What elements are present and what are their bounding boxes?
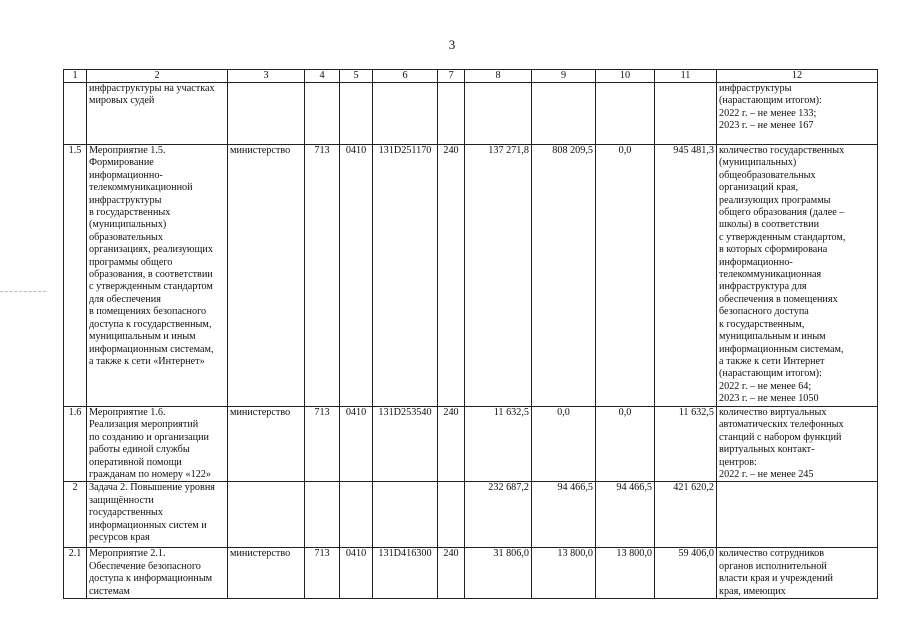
responsible-body: министерство (228, 548, 305, 599)
column-header: 1 (64, 70, 87, 83)
section-code: 0410 (340, 548, 373, 599)
amount-year-3: 0,0 (596, 407, 655, 482)
table-row (64, 83, 878, 145)
amount-year-2: 808 209,5 (532, 145, 596, 407)
amount-year-3: 94 466,5 (596, 482, 655, 548)
column-header: 4 (305, 70, 340, 83)
responsible-body: министерство (228, 407, 305, 482)
responsible-body: министерство (228, 145, 305, 407)
amount-year-1: 137 271,8 (465, 145, 532, 407)
amount-total: 11 632,5 (655, 407, 717, 482)
expected-result: количество виртуальных автоматических телефонных станций с набором функций виртуальных контакт- центров: 2022 г. – не менее 245 (717, 407, 878, 482)
section-code (340, 83, 373, 145)
expense-type-code: 240 (438, 407, 465, 482)
amount-year-2: 94 466,5 (532, 482, 596, 548)
responsible-body (228, 482, 305, 548)
table-row (64, 407, 878, 482)
amount-total: 59 406,0 (655, 548, 717, 599)
target-article-code (373, 482, 438, 548)
amount-year-1: 232 687,2 (465, 482, 532, 548)
row-number: 1.5 (64, 145, 87, 407)
amount-year-1 (465, 83, 532, 145)
target-article-code: 131D253540 (373, 407, 438, 482)
row-number: 1.6 (64, 407, 87, 482)
section-code: 0410 (340, 407, 373, 482)
table-row (64, 482, 878, 548)
amount-year-2: 13 800,0 (532, 548, 596, 599)
row-number (64, 83, 87, 145)
section-code (340, 482, 373, 548)
column-header: 11 (655, 70, 717, 83)
column-header: 2 (87, 70, 228, 83)
responsible-body (228, 83, 305, 145)
activity-name: инфраструктуры на участках мировых судей (87, 83, 228, 145)
column-header: 9 (532, 70, 596, 83)
expected-result (717, 482, 878, 548)
activity-name: Мероприятие 1.5. Формирование информационно- телекоммуникационной инфраструктуры в государственных (муниципальных) образовательных организациях, реализующих программы общего образования, в соответствии с утвержденным стандартом для обеспечения в помещениях безопасного доступа к государственным, муниципальным и иным информационным системам, а также к сети «Интернет» (87, 145, 228, 407)
amount-year-3 (596, 83, 655, 145)
amount-total (655, 83, 717, 145)
scan-artifact-line (0, 291, 46, 292)
expense-type-code (438, 482, 465, 548)
section-code: 0410 (340, 145, 373, 407)
ministry-code: 713 (305, 407, 340, 482)
ministry-code (305, 83, 340, 145)
task-name: Задача 2. Повышение уровня защищённости государственных информационных систем и ресурсов края (87, 482, 228, 548)
program-activities-table (63, 69, 878, 599)
amount-year-1: 11 632,5 (465, 407, 532, 482)
expected-result: количество сотрудников органов исполнительной власти края и учреждений края, имеющих (717, 548, 878, 599)
column-header: 8 (465, 70, 532, 83)
ministry-code: 713 (305, 548, 340, 599)
column-header: 6 (373, 70, 438, 83)
row-number: 2 (64, 482, 87, 548)
row-number: 2.1 (64, 548, 87, 599)
amount-year-2: 0,0 (532, 407, 596, 482)
amount-year-2 (532, 83, 596, 145)
table-row (64, 548, 878, 599)
page-number: 3 (448, 37, 456, 52)
target-article-code (373, 83, 438, 145)
activity-name: Мероприятие 2.1. Обеспечение безопасного доступа к информационным системам (87, 548, 228, 599)
expected-result: количество государственных (муниципальных) общеобразовательных организаций края, реализующих программы общего образования (далее – школы) в соответствии с утвержденным стандартом, в которых сформирована информационно- телекоммуникационная инфраструктура для обеспечения в помещениях безопасного доступа к государственным, муниципальным и иным информационным системам, а также к сети Интернет (нарастающим итогом): 2022 г. – не менее 64; 2023 г. – не менее 1050 (717, 145, 878, 407)
amount-year-3: 13 800,0 (596, 548, 655, 599)
header-row (64, 70, 878, 83)
expense-type-code: 240 (438, 145, 465, 407)
activity-name: Мероприятие 1.6. Реализация мероприятий по созданию и организации работы единой службы оперативной помощи гражданам по номеру «122» (87, 407, 228, 482)
expense-type-code: 240 (438, 548, 465, 599)
column-header: 10 (596, 70, 655, 83)
ministry-code (305, 482, 340, 548)
amount-total: 421 620,2 (655, 482, 717, 548)
column-header: 3 (228, 70, 305, 83)
expense-type-code (438, 83, 465, 145)
amount-year-1: 31 806,0 (465, 548, 532, 599)
amount-year-3: 0,0 (596, 145, 655, 407)
expected-result: инфраструктуры (нарастающим итогом): 2022 г. – не менее 133; 2023 г. – не менее 167 (717, 83, 878, 145)
column-header: 7 (438, 70, 465, 83)
column-header: 12 (717, 70, 878, 83)
amount-total: 945 481,3 (655, 145, 717, 407)
ministry-code: 713 (305, 145, 340, 407)
table-row (64, 145, 878, 407)
target-article-code: 131D251170 (373, 145, 438, 407)
column-header: 5 (340, 70, 373, 83)
target-article-code: 131D416300 (373, 548, 438, 599)
